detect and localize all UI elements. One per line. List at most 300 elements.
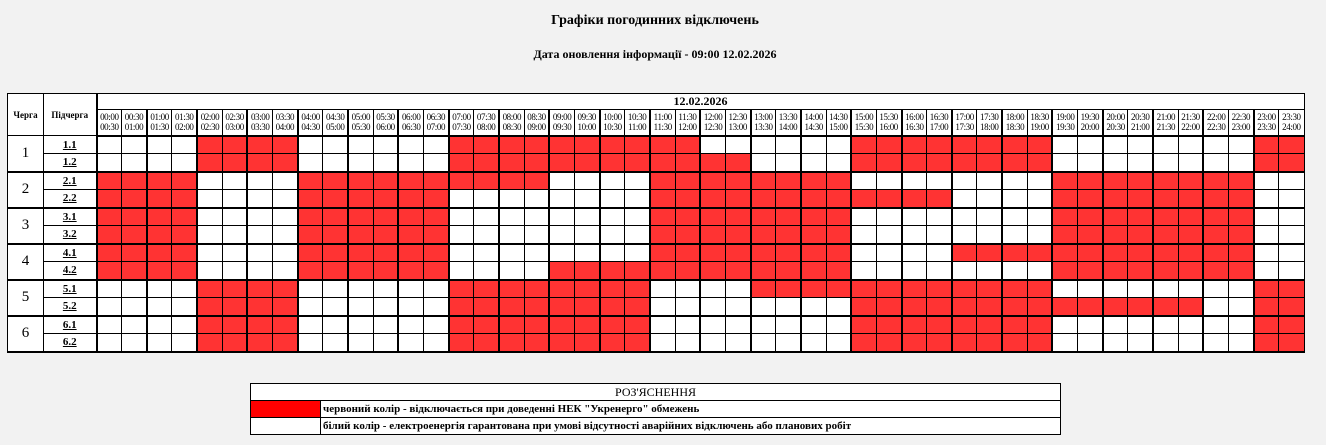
outage-cell	[499, 316, 524, 334]
subqueue-link[interactable]: 4.1	[44, 244, 97, 262]
power-cell	[600, 172, 625, 190]
legend-red-text: червоний колір - відключається при доведенні НЕК "Укренерго" обмежень	[321, 401, 1061, 418]
power-cell	[1203, 154, 1228, 172]
outage-cell	[1229, 190, 1254, 208]
outage-cell	[424, 190, 449, 208]
outage-cell	[1153, 298, 1178, 316]
power-cell	[373, 136, 398, 154]
power-cell	[851, 244, 876, 262]
power-cell	[549, 244, 574, 262]
outage-cell	[751, 190, 776, 208]
outage-cell	[97, 244, 122, 262]
power-cell	[424, 280, 449, 298]
outage-cell	[650, 262, 675, 280]
outage-cell	[625, 280, 650, 298]
power-cell	[499, 190, 524, 208]
outage-cell	[625, 334, 650, 352]
outage-cell	[247, 334, 272, 352]
outage-cell	[826, 172, 851, 190]
power-cell	[1178, 136, 1203, 154]
power-cell	[600, 208, 625, 226]
outage-cell	[977, 280, 1002, 298]
outage-cell	[801, 226, 826, 244]
outage-cell	[801, 208, 826, 226]
legend-white-swatch	[251, 418, 321, 435]
outage-cell	[826, 226, 851, 244]
outage-cell	[499, 154, 524, 172]
power-cell	[902, 244, 927, 262]
subqueue-link[interactable]: 2.2	[44, 190, 97, 208]
outage-cell	[1128, 208, 1153, 226]
power-cell	[273, 262, 298, 280]
subqueue-link[interactable]: 4.2	[44, 262, 97, 280]
power-cell	[549, 226, 574, 244]
power-cell	[273, 226, 298, 244]
power-cell	[247, 208, 272, 226]
outage-cell	[851, 280, 876, 298]
outage-cell	[725, 244, 750, 262]
time-slot-header: 15:00 15:30	[851, 110, 876, 136]
power-cell	[700, 280, 725, 298]
outage-cell	[776, 172, 801, 190]
power-cell	[902, 208, 927, 226]
power-cell	[247, 244, 272, 262]
power-cell	[273, 208, 298, 226]
outage-cell	[1002, 316, 1027, 334]
outage-cell	[700, 226, 725, 244]
power-cell	[549, 190, 574, 208]
outage-cell	[172, 208, 197, 226]
power-cell	[524, 208, 549, 226]
power-cell	[222, 172, 247, 190]
power-cell	[851, 226, 876, 244]
outage-cell	[977, 136, 1002, 154]
power-cell	[801, 334, 826, 352]
power-cell	[1229, 316, 1254, 334]
power-cell	[725, 334, 750, 352]
power-cell	[826, 136, 851, 154]
outage-cell	[876, 280, 901, 298]
power-cell	[97, 316, 122, 334]
outage-cell	[751, 262, 776, 280]
outage-cell	[1153, 226, 1178, 244]
outage-cell	[474, 154, 499, 172]
outage-cell	[650, 208, 675, 226]
schedule-row	[8, 136, 1305, 154]
power-cell	[851, 172, 876, 190]
outage-cell	[675, 262, 700, 280]
outage-cell	[247, 154, 272, 172]
outage-cell	[1153, 244, 1178, 262]
power-cell	[398, 136, 423, 154]
outage-cell	[1203, 190, 1228, 208]
power-cell	[147, 280, 172, 298]
outage-cell	[222, 298, 247, 316]
outage-cell	[1178, 244, 1203, 262]
power-cell	[776, 316, 801, 334]
outage-cell	[373, 190, 398, 208]
time-slot-header: 21:00 21:30	[1153, 110, 1178, 136]
outage-cell	[675, 154, 700, 172]
outage-cell	[524, 172, 549, 190]
outage-cell	[549, 262, 574, 280]
outage-cell	[1203, 208, 1228, 226]
outage-cell	[222, 154, 247, 172]
outage-cell	[549, 334, 574, 352]
power-cell	[1128, 334, 1153, 352]
outage-cell	[524, 334, 549, 352]
power-cell	[751, 316, 776, 334]
outage-cell	[725, 190, 750, 208]
power-cell	[776, 334, 801, 352]
outage-cell	[197, 334, 222, 352]
outage-cell	[398, 190, 423, 208]
outage-cell	[323, 244, 348, 262]
power-cell	[449, 208, 474, 226]
outage-cell	[373, 226, 398, 244]
legend-table	[250, 383, 1061, 435]
outage-cell	[1002, 334, 1027, 352]
outage-cell	[1178, 172, 1203, 190]
power-cell	[524, 190, 549, 208]
power-cell	[927, 172, 952, 190]
power-cell	[323, 298, 348, 316]
power-cell	[323, 136, 348, 154]
time-slot-header: 13:30 14:00	[776, 110, 801, 136]
power-cell	[398, 154, 423, 172]
time-slot-header: 23:00 23:30	[1254, 110, 1279, 136]
outage-cell	[977, 298, 1002, 316]
power-cell	[776, 298, 801, 316]
power-cell	[826, 316, 851, 334]
time-slot-header: 14:30 15:00	[826, 110, 851, 136]
outage-cell	[625, 298, 650, 316]
legend-white-text: білий колір - електроенергія гарантована при умові відсутності аварійних відключень або планових робіт	[321, 418, 1061, 435]
power-cell	[927, 244, 952, 262]
outage-cell	[600, 316, 625, 334]
outage-cell	[499, 172, 524, 190]
outage-cell	[675, 172, 700, 190]
power-cell	[524, 226, 549, 244]
outage-cell	[1027, 244, 1052, 262]
outage-cell	[574, 298, 599, 316]
power-cell	[1229, 298, 1254, 316]
outage-cell	[675, 208, 700, 226]
power-cell	[298, 280, 323, 298]
outage-cell	[373, 262, 398, 280]
outage-cell	[1178, 298, 1203, 316]
outage-cell	[600, 262, 625, 280]
outage-cell	[97, 190, 122, 208]
power-cell	[600, 190, 625, 208]
subqueue-link[interactable]: 1.1	[44, 136, 97, 154]
subqueue-link[interactable]: 5.1	[44, 280, 97, 298]
outage-cell	[273, 154, 298, 172]
power-cell	[574, 190, 599, 208]
outage-cell	[524, 136, 549, 154]
time-slot-header: 03:00 03:30	[247, 110, 272, 136]
power-cell	[725, 316, 750, 334]
outage-cell	[700, 262, 725, 280]
power-cell	[122, 154, 147, 172]
queue-number: 5	[8, 280, 44, 316]
outage-cell	[801, 280, 826, 298]
power-cell	[499, 208, 524, 226]
outage-cell	[851, 298, 876, 316]
outage-cell	[1279, 136, 1304, 154]
power-cell	[499, 226, 524, 244]
power-cell	[625, 208, 650, 226]
page-title: Графіки погодинних відключень	[551, 13, 759, 28]
power-cell	[952, 208, 977, 226]
power-cell	[273, 172, 298, 190]
power-cell	[474, 262, 499, 280]
power-cell	[650, 280, 675, 298]
outage-cell	[348, 190, 373, 208]
outage-cell	[424, 226, 449, 244]
power-cell	[273, 244, 298, 262]
power-cell	[197, 208, 222, 226]
outage-cell	[1002, 244, 1027, 262]
outage-cell	[273, 334, 298, 352]
power-cell	[298, 316, 323, 334]
time-slot-header: 16:00 16:30	[902, 110, 927, 136]
power-cell	[1178, 280, 1203, 298]
outage-cell	[600, 136, 625, 154]
power-cell	[927, 262, 952, 280]
power-cell	[625, 244, 650, 262]
outage-cell	[247, 136, 272, 154]
subqueue-link[interactable]: 6.1	[44, 316, 97, 334]
outage-cell	[549, 316, 574, 334]
outage-cell	[147, 262, 172, 280]
outage-cell	[197, 136, 222, 154]
power-cell	[1178, 334, 1203, 352]
outage-cell	[625, 316, 650, 334]
power-cell	[977, 172, 1002, 190]
power-cell	[876, 262, 901, 280]
queue-number: 4	[8, 244, 44, 280]
power-cell	[1203, 280, 1228, 298]
outage-cell	[1027, 154, 1052, 172]
subqueue-link[interactable]: 5.2	[44, 298, 97, 316]
outage-cell	[1279, 154, 1304, 172]
power-cell	[97, 280, 122, 298]
power-cell	[398, 298, 423, 316]
power-cell	[273, 190, 298, 208]
outage-cell	[1203, 226, 1228, 244]
outage-cell	[348, 226, 373, 244]
outage-cell	[449, 334, 474, 352]
time-slot-header: 07:30 08:00	[474, 110, 499, 136]
outage-cell	[650, 136, 675, 154]
power-cell	[1128, 280, 1153, 298]
power-cell	[449, 226, 474, 244]
power-cell	[1254, 244, 1279, 262]
time-slot-header: 02:00 02:30	[197, 110, 222, 136]
power-cell	[952, 190, 977, 208]
outage-cell	[902, 298, 927, 316]
outage-cell	[851, 136, 876, 154]
schedule-row	[8, 298, 1305, 316]
power-cell	[574, 244, 599, 262]
outage-cell	[348, 244, 373, 262]
outage-cell	[1229, 244, 1254, 262]
power-cell	[172, 136, 197, 154]
outage-cell	[197, 316, 222, 334]
outage-cell	[222, 280, 247, 298]
outage-cell	[1103, 226, 1128, 244]
outage-cell	[323, 262, 348, 280]
outage-cell	[725, 208, 750, 226]
outage-cell	[902, 136, 927, 154]
power-cell	[549, 208, 574, 226]
power-cell	[222, 244, 247, 262]
power-cell	[1178, 154, 1203, 172]
legend-red-swatch	[251, 401, 321, 418]
power-cell	[927, 208, 952, 226]
outage-cell	[1027, 280, 1052, 298]
outage-cell	[172, 190, 197, 208]
outage-cell	[122, 190, 147, 208]
outage-cell	[1078, 262, 1103, 280]
outage-cell	[449, 280, 474, 298]
outage-cell	[398, 208, 423, 226]
power-cell	[499, 244, 524, 262]
queue-number: 1	[8, 136, 44, 172]
power-cell	[1128, 136, 1153, 154]
time-slot-header: 18:30 19:00	[1027, 110, 1052, 136]
outage-cell	[1178, 190, 1203, 208]
power-cell	[147, 316, 172, 334]
outage-cell	[1103, 262, 1128, 280]
time-slot-header: 05:30 06:00	[373, 110, 398, 136]
power-cell	[650, 298, 675, 316]
outage-cell	[1052, 172, 1077, 190]
outage-cell	[1229, 208, 1254, 226]
queue-number: 2	[8, 172, 44, 208]
power-cell	[1027, 262, 1052, 280]
power-cell	[1254, 262, 1279, 280]
time-slot-header: 00:30 01:00	[122, 110, 147, 136]
outage-cell	[675, 226, 700, 244]
subqueue-link[interactable]: 3.1	[44, 208, 97, 226]
subqueue-link[interactable]: 6.2	[44, 334, 97, 352]
outage-cell	[952, 244, 977, 262]
power-cell	[1254, 190, 1279, 208]
power-cell	[97, 298, 122, 316]
power-cell	[1203, 316, 1228, 334]
power-cell	[424, 316, 449, 334]
outage-cell	[776, 190, 801, 208]
outage-cell	[1279, 280, 1304, 298]
outage-cell	[549, 298, 574, 316]
outage-cell	[801, 262, 826, 280]
outage-cell	[574, 280, 599, 298]
outage-cell	[927, 280, 952, 298]
date-header: 12.02.2026	[97, 94, 1305, 110]
power-cell	[1103, 316, 1128, 334]
power-cell	[801, 298, 826, 316]
power-cell	[1254, 172, 1279, 190]
power-cell	[851, 262, 876, 280]
outage-cell	[499, 298, 524, 316]
time-slot-header: 00:00 00:30	[97, 110, 122, 136]
power-cell	[222, 190, 247, 208]
power-cell	[424, 154, 449, 172]
outage-cell	[625, 154, 650, 172]
power-cell	[574, 172, 599, 190]
outage-cell	[751, 172, 776, 190]
power-cell	[247, 226, 272, 244]
subqueue-link[interactable]: 2.1	[44, 172, 97, 190]
power-cell	[147, 298, 172, 316]
outage-cell	[474, 136, 499, 154]
outage-cell	[122, 244, 147, 262]
outage-cell	[298, 208, 323, 226]
time-slot-header: 04:30 05:00	[323, 110, 348, 136]
power-cell	[97, 136, 122, 154]
schedule-row	[8, 280, 1305, 298]
schedule-row	[8, 172, 1305, 190]
power-cell	[700, 316, 725, 334]
power-cell	[650, 316, 675, 334]
outage-cell	[1153, 208, 1178, 226]
power-cell	[247, 190, 272, 208]
power-cell	[1002, 190, 1027, 208]
power-cell	[1027, 208, 1052, 226]
power-cell	[197, 190, 222, 208]
outage-cell	[977, 316, 1002, 334]
power-cell	[348, 316, 373, 334]
power-cell	[197, 226, 222, 244]
outage-cell	[1027, 334, 1052, 352]
outage-cell	[1052, 208, 1077, 226]
outage-cell	[474, 298, 499, 316]
outage-cell	[273, 136, 298, 154]
outage-cell	[273, 280, 298, 298]
outage-cell	[725, 226, 750, 244]
power-cell	[725, 280, 750, 298]
time-slot-header: 15:30 16:00	[876, 110, 901, 136]
outage-cell	[952, 280, 977, 298]
outage-cell	[574, 262, 599, 280]
outage-cell	[902, 190, 927, 208]
power-cell	[222, 208, 247, 226]
outage-cell	[147, 172, 172, 190]
outage-cell	[927, 298, 952, 316]
outage-cell	[826, 244, 851, 262]
outage-cell	[449, 316, 474, 334]
outage-cell	[650, 244, 675, 262]
schedule-row	[8, 226, 1305, 244]
outage-cell	[348, 262, 373, 280]
outage-cell	[675, 190, 700, 208]
power-cell	[801, 316, 826, 334]
outage-cell	[1178, 262, 1203, 280]
update-date: Дата оновлення інформації - 09:00 12.02.2026	[533, 47, 777, 61]
power-cell	[1229, 154, 1254, 172]
power-cell	[524, 262, 549, 280]
subqueue-link[interactable]: 1.2	[44, 154, 97, 172]
subqueue-link[interactable]: 3.2	[44, 226, 97, 244]
outage-cell	[373, 172, 398, 190]
outage-cell	[927, 334, 952, 352]
outage-cell	[902, 316, 927, 334]
power-cell	[675, 316, 700, 334]
power-cell	[449, 262, 474, 280]
power-cell	[323, 154, 348, 172]
